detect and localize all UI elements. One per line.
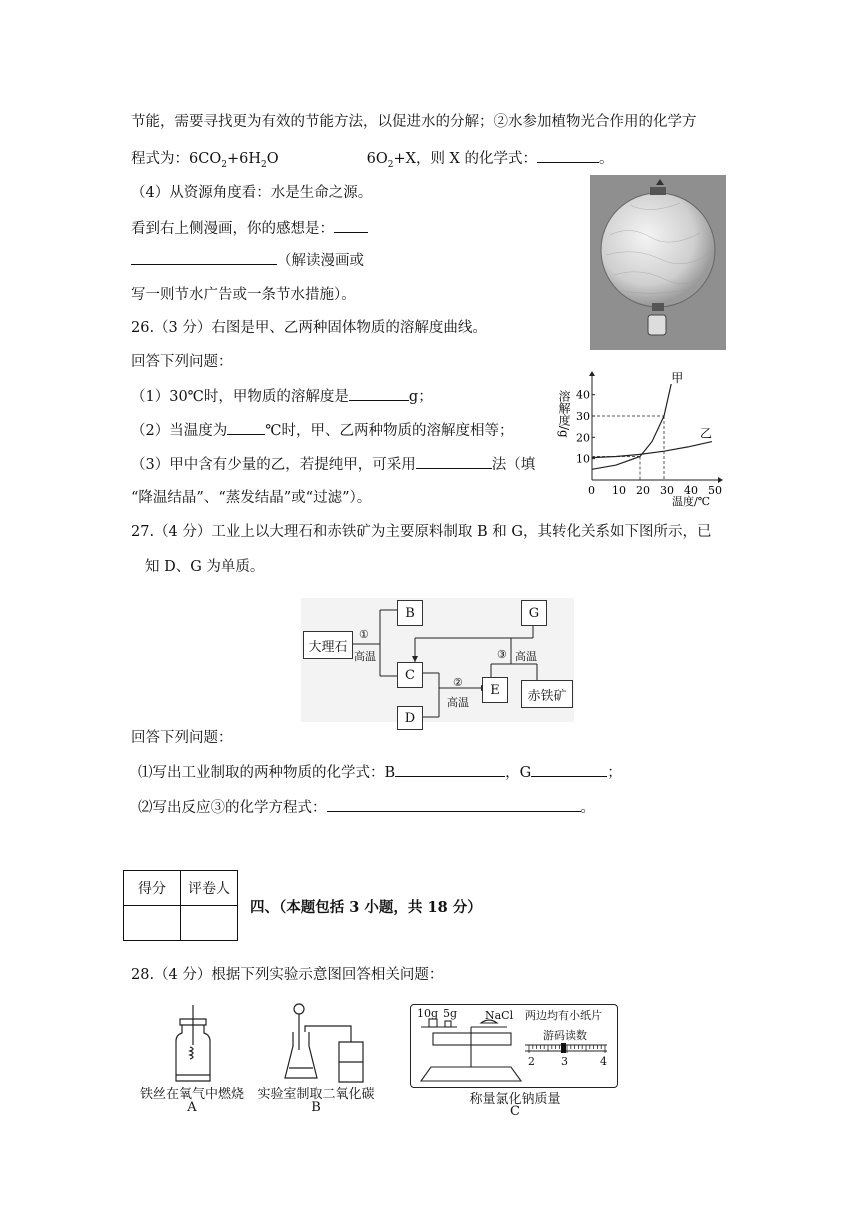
- q26-item1: （1）30℃时，甲物质的溶解度是 g；: [131, 386, 433, 407]
- y-tick-label: 30: [576, 410, 590, 423]
- x-tick-label: 20: [636, 484, 650, 497]
- x-tick-label: 10: [612, 484, 626, 497]
- q25-line2: 程式为：$6CO_2+6H_2O$ $6O_2+X$，则 X 的化学式： 。: [131, 148, 613, 175]
- series-label: 甲: [671, 371, 684, 385]
- water-cartoon-image: [590, 175, 726, 350]
- section4-title: 四、（本题包括 3 小题，共 18 分）: [250, 899, 482, 916]
- answer-blank-x[interactable]: [537, 148, 599, 163]
- rider-tick-3: 3: [561, 1055, 568, 1068]
- q25-item4-line2: 看到右上侧漫画，你的感想是：: [131, 218, 368, 239]
- q26-item2: （2）当温度为 ℃时，甲、乙两种物质的溶解度相等；: [131, 420, 513, 441]
- score-header: 得分: [124, 871, 181, 906]
- chart-guides: [592, 416, 664, 480]
- x-axis-label: 温度/℃: [672, 495, 711, 508]
- fig-c-letter: C: [510, 1104, 520, 1119]
- rider-tick-4: 4: [600, 1055, 607, 1068]
- reaction-1-label: ①: [359, 628, 369, 641]
- node-marble: 大理石: [303, 631, 353, 659]
- flow-diagram: [301, 598, 574, 726]
- rider-reading-label: 游码读数: [543, 1029, 587, 1042]
- reaction-3-label: ③: [497, 648, 507, 661]
- node-d: D: [397, 706, 423, 730]
- score-table: [123, 870, 238, 941]
- node-c: C: [397, 662, 423, 688]
- grader-cell[interactable]: [181, 906, 238, 941]
- q27-prompt: 回答下列问题：: [131, 730, 233, 746]
- y-tick-label: 10: [576, 452, 590, 466]
- x-tick-label: 0: [588, 484, 595, 497]
- reaction-3-condition: 高温: [515, 650, 537, 663]
- weight-5g-label: 5g: [443, 1007, 458, 1020]
- series-label: 乙: [700, 426, 713, 441]
- fig-b-caption: 实验室制取二氧化碳: [257, 1087, 375, 1102]
- reaction-2-label: ②: [453, 676, 463, 689]
- y-tick-label: 40: [576, 388, 590, 402]
- x-axis-arrow: [718, 477, 723, 483]
- paper-note: 两边均有小纸片: [525, 1009, 602, 1022]
- q26-prompt: 回答下列问题：: [131, 354, 233, 370]
- x-tick-label: 30: [660, 484, 674, 497]
- q27-item1: ⑴写出工业制取的两种物质的化学式：B ，G ；: [138, 762, 622, 783]
- fig-a-caption: 铁丝在氧气中燃烧: [139, 1087, 244, 1102]
- y-axis-label: 溶解度/g: [557, 390, 571, 438]
- fig-a-letter: A: [187, 1100, 197, 1115]
- answer-blank-g[interactable]: [531, 762, 607, 777]
- nacl-label: NaCl: [485, 1009, 514, 1022]
- q27-title: 27.（4 分）工业上以大理石和赤铁矿为主要原料制取 B 和 G，其转化关系如下图所示，已: [131, 524, 712, 540]
- node-g: G: [521, 600, 547, 626]
- q25-item4-line4: 写一则节水广告或一条节水措施）。: [131, 287, 356, 303]
- q27-item2: ⑵写出反应③的化学方程式： 。: [138, 797, 595, 818]
- answer-blank-method[interactable]: [416, 454, 492, 469]
- q25-line1: 节能，需要寻找更为有效的节能方法，以促进水的分解；②水参加植物光合作用的化学方: [131, 114, 697, 130]
- q26-item3-line2: “降温结晶”、“蒸发结晶”或“过滤”）。: [131, 490, 372, 506]
- q26-title: 26.（3 分）右图是甲、乙两种固体物质的溶解度曲线。: [131, 320, 487, 336]
- fig-b-apparatus-icon: [283, 1002, 373, 1086]
- q28-title: 28.（4 分）根据下列实验示意图回答相关问题：: [131, 967, 444, 983]
- fig-b-letter: B: [311, 1100, 321, 1115]
- answer-blank-temperature[interactable]: [227, 420, 265, 435]
- q27-title2: 知 D、G 为单质。: [145, 559, 265, 575]
- answer-blank-feeling-2[interactable]: [131, 250, 277, 265]
- score-cell[interactable]: [124, 906, 181, 941]
- x-tick-label: 50: [708, 484, 722, 497]
- solubility-chart: [557, 368, 730, 514]
- q25-item4-line3: （解读漫画或: [131, 250, 364, 271]
- series-line-yi: [592, 442, 712, 458]
- rider-tick-2: 2: [528, 1055, 535, 1068]
- q26-item3: （3）甲中含有少量的乙，若提纯甲，可采用 法（填: [131, 454, 535, 475]
- answer-blank-solubility[interactable]: [349, 386, 409, 401]
- fig-c-balance-frame: [410, 1004, 618, 1088]
- weight-10g-label: 10g: [417, 1007, 439, 1020]
- reaction-1-condition: 高温: [354, 650, 376, 663]
- grader-header: 评卷人: [181, 871, 238, 906]
- fig-a-bottle-icon: [168, 1005, 218, 1085]
- node-b: B: [397, 600, 423, 626]
- answer-blank-equation[interactable]: [327, 797, 581, 812]
- node-e: E: [482, 677, 508, 703]
- chart-series: [592, 371, 712, 469]
- node-hematite: 赤铁矿: [521, 680, 573, 708]
- y-axis-arrow: [589, 371, 595, 376]
- chart-ticks: [576, 389, 722, 497]
- x-tick-label: 40: [684, 484, 698, 497]
- y-tick-label: 20: [576, 431, 590, 445]
- answer-blank-b[interactable]: [395, 762, 505, 777]
- q25-item4: （4）从资源角度看：水是生命之源。: [131, 185, 373, 201]
- reaction-2-condition: 高温: [447, 696, 469, 709]
- answer-blank-feeling[interactable]: [334, 218, 368, 233]
- fig-c-caption: 称量氯化钠质量: [469, 1092, 561, 1107]
